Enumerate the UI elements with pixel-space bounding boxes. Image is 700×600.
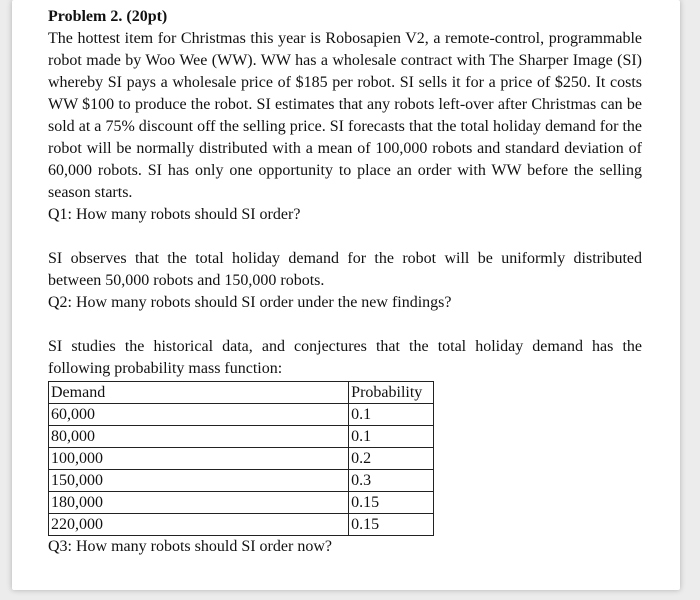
uniform-demand-paragraph: SI observes that the total holiday demand for the robot will be uniformly distributed between 50,000 robots and 150,000 robots.: [48, 250, 642, 289]
table-row: [49, 404, 434, 426]
table-header-demand: Demand: [49, 382, 349, 404]
document-page: [12, 0, 680, 590]
table-row: [49, 470, 434, 492]
table-header-row: [49, 382, 434, 404]
spacer: [48, 314, 642, 336]
demand-cell: 220,000: [49, 514, 349, 536]
probability-cell: 0.15: [349, 492, 434, 514]
demand-probability-table: [48, 381, 434, 536]
question-2: Q2: How many robots should SI order under the new findings?: [48, 294, 452, 311]
table-header-probability: Probability: [349, 382, 434, 404]
problem-content: [48, 6, 642, 558]
pmf-paragraph: SI studies the historical data, and conjectures that the total holiday demand has the following probability mass function:: [48, 338, 642, 377]
demand-cell: 180,000: [49, 492, 349, 514]
demand-cell: 60,000: [49, 404, 349, 426]
question-3: Q3: How many robots should SI order now?: [48, 538, 332, 555]
probability-cell: 0.2: [349, 448, 434, 470]
demand-cell: 80,000: [49, 426, 349, 448]
table-row: [49, 514, 434, 536]
spacer: [48, 226, 642, 248]
table-row: [49, 492, 434, 514]
table-row: [49, 426, 434, 448]
demand-cell: 150,000: [49, 470, 349, 492]
problem-title: Problem 2. (20pt): [48, 8, 168, 25]
probability-cell: 0.1: [349, 426, 434, 448]
demand-cell: 100,000: [49, 448, 349, 470]
problem-intro: The hottest item for Christmas this year is Robosapien V2, a remote-control, programmable robot made by Woo Wee (WW). WW has a wholesale contract with The Sharper Image (SI) whereby SI pays a wholesale price of $185 per robot. SI sells it for a price of $250. It costs WW $100 to produce the robot. SI estimates that any robots left-over after Christmas can be sold at a 75% discount off the selling price. SI forecasts that the total holiday demand for the robot will be normally distributed with a mean of 100,000 robots and standard deviation of 60,000 robots. SI has only one opportunity to place an order with WW before the selling season starts.: [48, 30, 642, 201]
question-1: Q1: How many robots should SI order?: [48, 206, 301, 223]
table-row: [49, 448, 434, 470]
probability-cell: 0.1: [349, 404, 434, 426]
probability-cell: 0.15: [349, 514, 434, 536]
probability-cell: 0.3: [349, 470, 434, 492]
